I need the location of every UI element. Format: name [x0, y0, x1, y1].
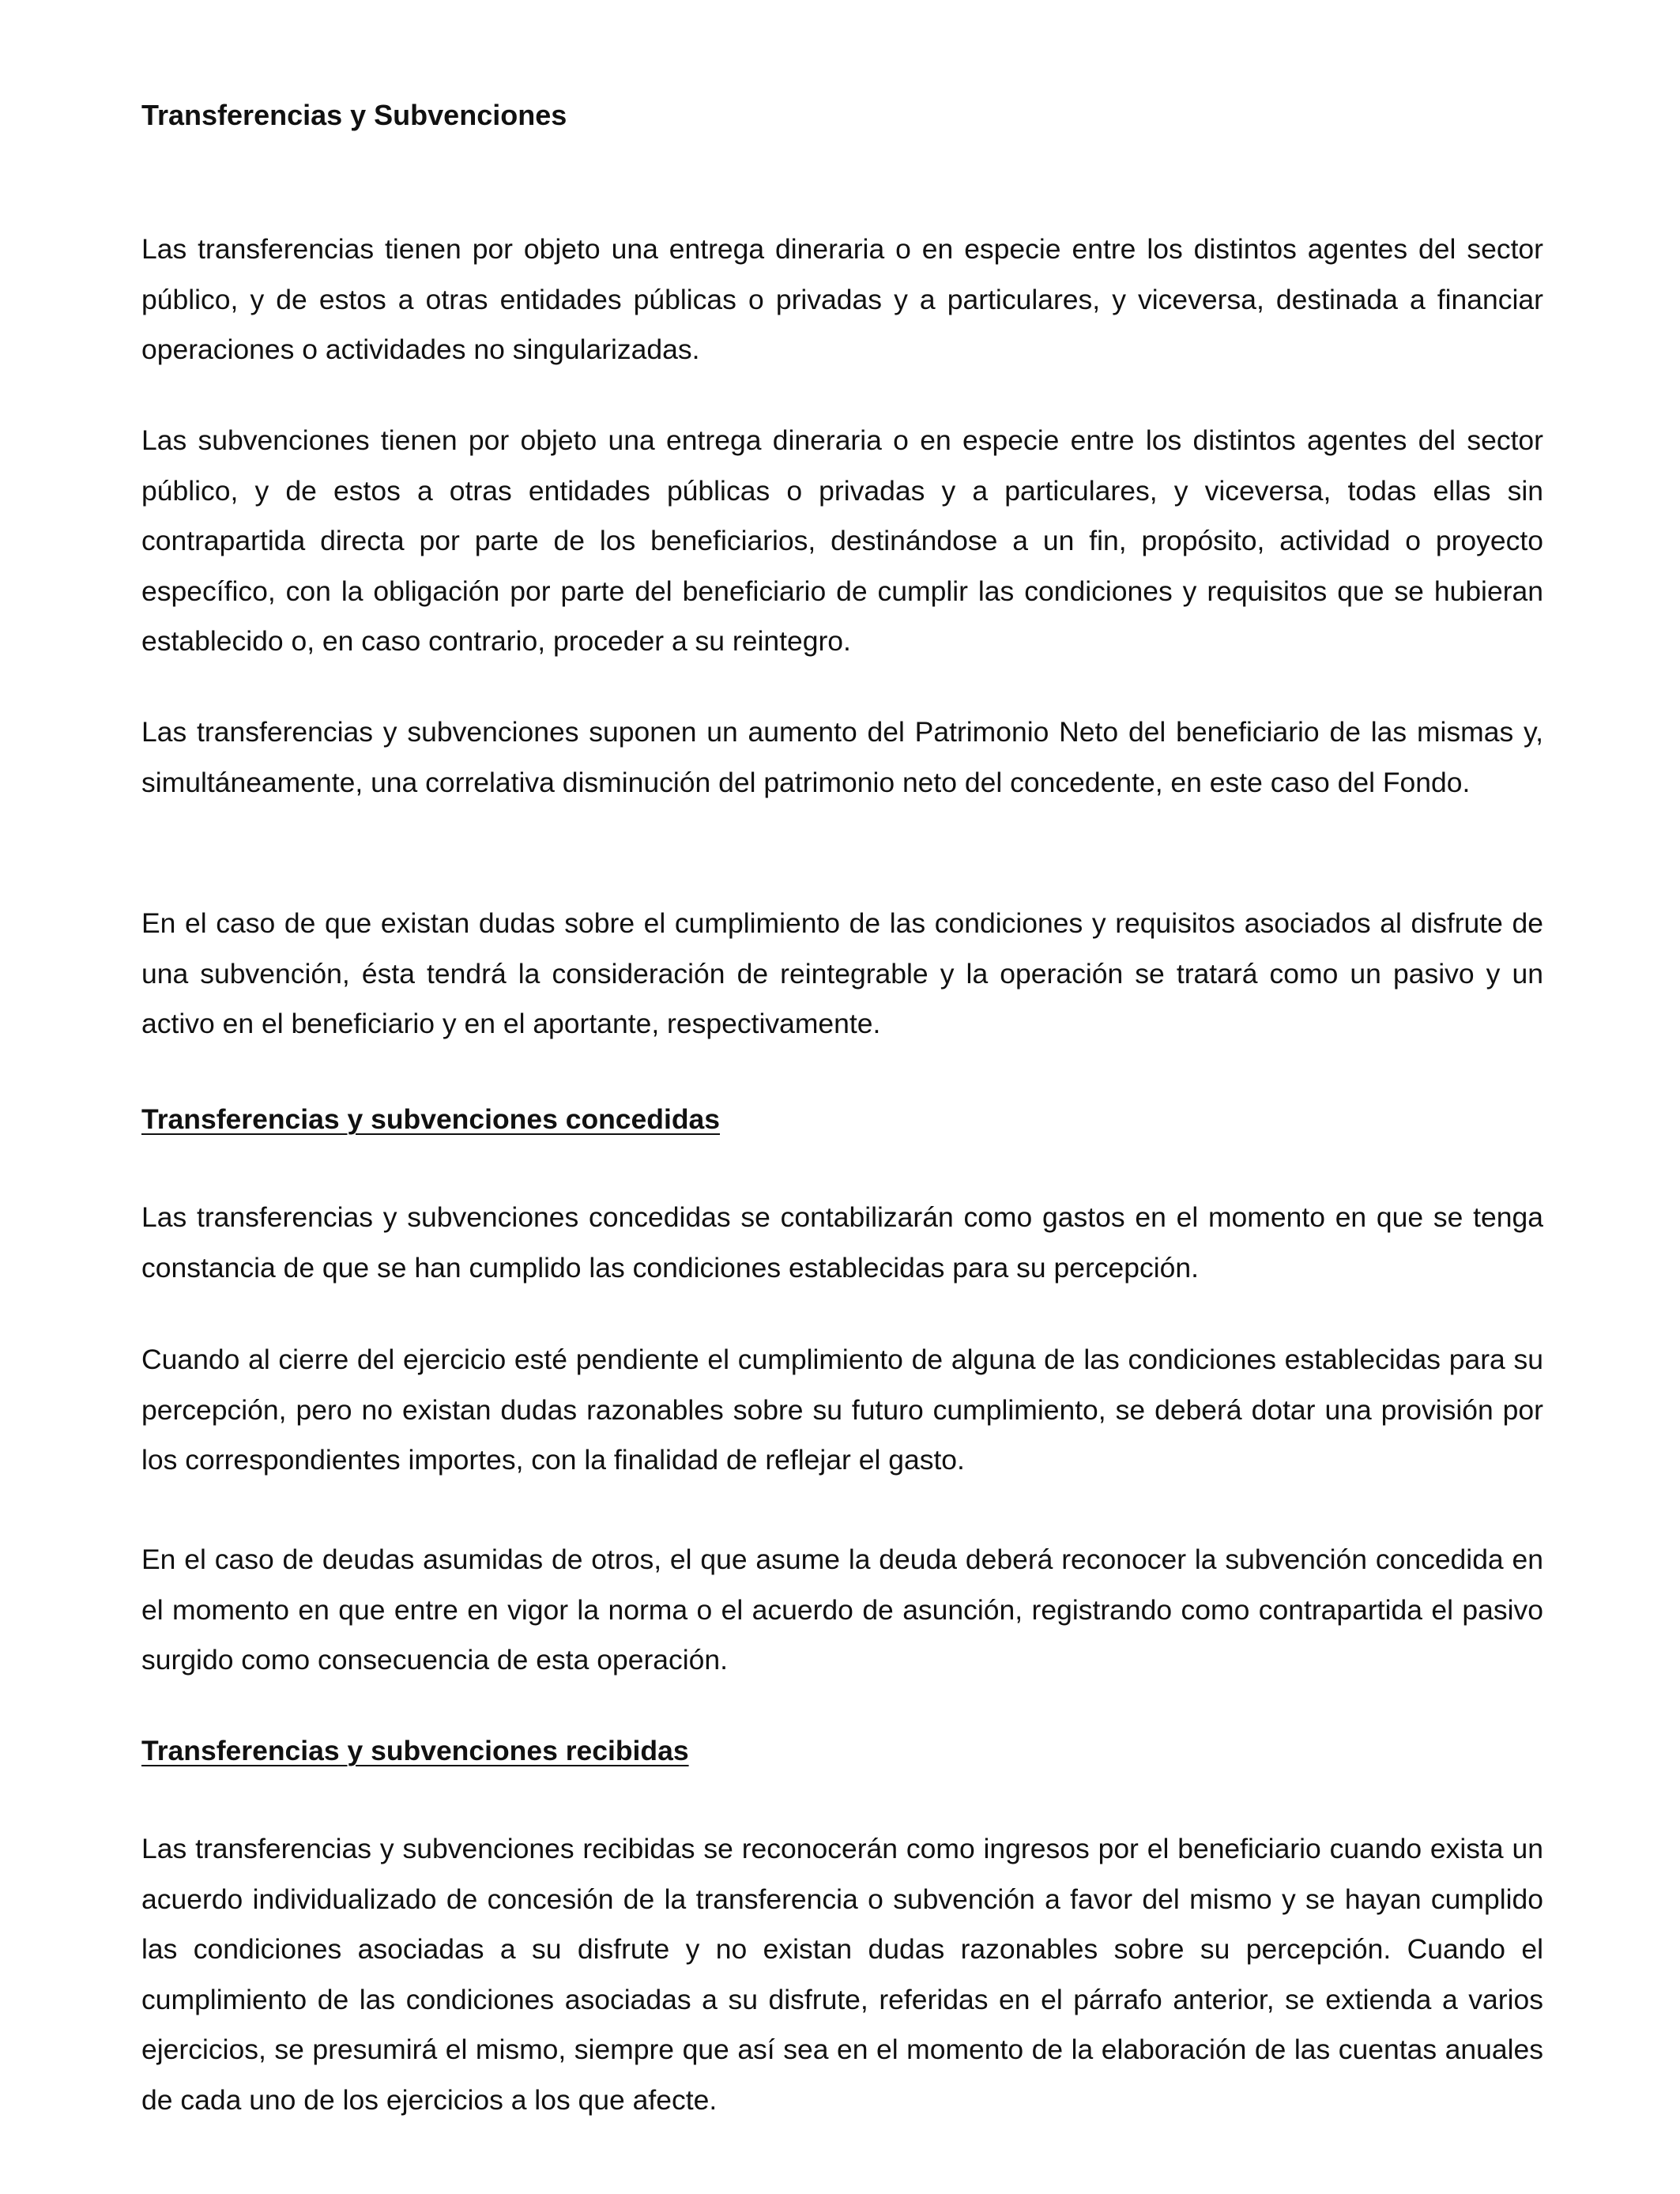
- paragraph-concedidas-deudas: En el caso de deudas asumidas de otros, el que asume la deuda deberá reconocer la subvención concedida en el momento en que entre en vigor la norma o el acuerdo de asunción, registrando como contrapartida el pasivo surgido como consecuencia de esta operación.: [141, 1544, 1543, 1676]
- document-title: Transferencias y Subvenciones: [141, 99, 567, 131]
- paragraph-subvenciones: Las subvenciones tienen por objeto una entrega dineraria o en especie entre los distintos agentes del sector público, y de estos a otras entidades públicas o privadas y a particulares, y viceversa, todas ellas sin contrapartida directa por parte de los beneficiarios, destinándose a un fin, propósito, actividad o proyecto específico, con la obligación por parte del beneficiario de cumplir las condiciones y requisitos que se hubieran establecido o, en caso contrario, proceder a su reintegro.: [141, 424, 1543, 657]
- paragraph-recibidas-ingresos: Las transferencias y subvenciones recibidas se reconocerán como ingresos por el beneficiario cuando exista un acuerdo individualizado de concesión de la transferencia o subvención a favor del mismo y se hayan cumplido las condiciones asociadas a su disfrute y no existan dudas razonables sobre su percepción. Cuando el cumplimiento de las condiciones asociadas a su disfrute, referidas en el párrafo anterior, se extienda a varios ejercicios, se presumirá el mismo, siempre que así sea en el momento de la elaboración de las cuentas anuales de cada uno de los ejercicios a los que afecte.: [141, 1833, 1543, 2116]
- section-heading-recibidas: Transferencias y subvenciones recibidas: [141, 1735, 689, 1766]
- document-page: [141, 0, 1543, 2194]
- paragraph-transferencias: Las transferencias tienen por objeto una entrega dineraria o en especie entre los distintos agentes del sector público, y de estos a otras entidades públicas o privadas y a particulares, y viceversa, destinada a financiar operaciones o actividades no singularizadas.: [141, 233, 1543, 365]
- paragraph-patrimonio-neto: Las transferencias y subvenciones suponen un aumento del Patrimonio Neto del beneficiario de las mismas y, simultáneamente, una correlativa disminución del patrimonio neto del concedente, en este caso del Fondo.: [141, 716, 1543, 798]
- paragraph-concedidas-gastos: Las transferencias y subvenciones concedidas se contabilizarán como gastos en el momento en que se tenga constancia de que se han cumplido las condiciones establecidas para su percepción.: [141, 1201, 1543, 1284]
- section-heading-concedidas: Transferencias y subvenciones concedidas: [141, 1103, 721, 1135]
- paragraph-concedidas-provision: Cuando al cierre del ejercicio esté pendiente el cumplimiento de alguna de las condiciones establecidas para su percepción, pero no existan dudas razonables sobre su futuro cumplimiento, se deberá dotar una provisión por los correspondientes importes, con la finalidad de reflejar el gasto.: [141, 1344, 1543, 1476]
- paragraph-reintegrable: En el caso de que existan dudas sobre el cumplimiento de las condiciones y requisitos asociados al disfrute de una subvención, ésta tendrá la consideración de reintegrable y la operación se tratará como un pasivo y un activo en el beneficiario y en el aportante, respectivamente.: [141, 907, 1543, 1039]
